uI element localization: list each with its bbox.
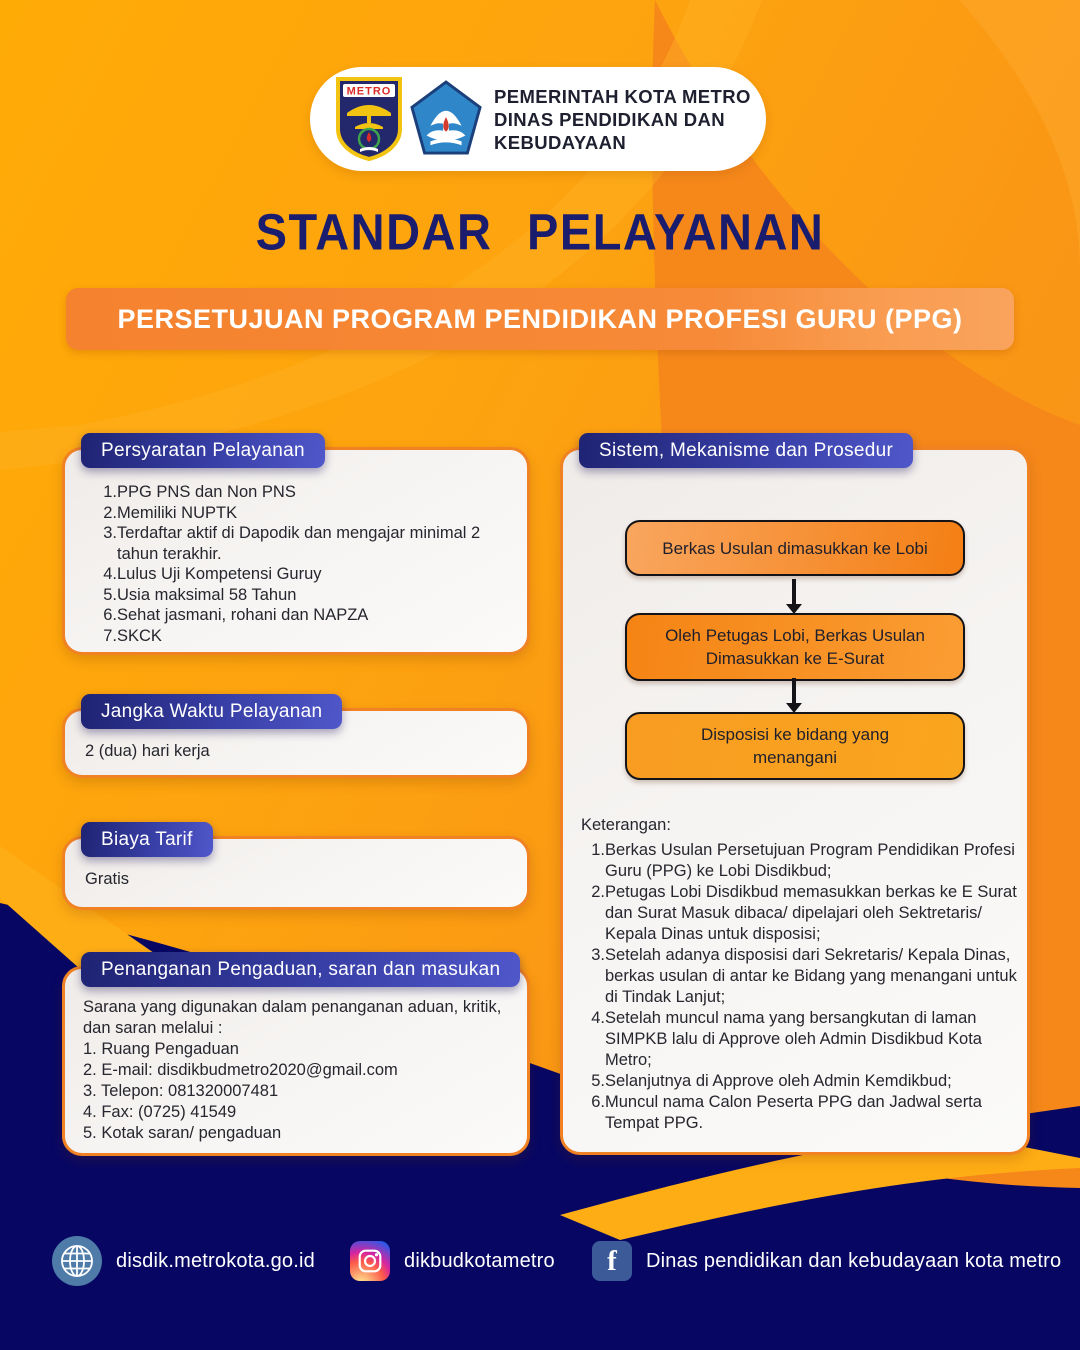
list-item: 2.Memiliki NUPTK xyxy=(103,503,238,522)
persyaratan-card xyxy=(62,440,530,655)
list-item: 5.Usia maksimal 58 Tahun xyxy=(103,585,297,604)
tutwuri-handayani-logo-icon xyxy=(410,79,482,159)
keterangan-list xyxy=(581,840,1017,1134)
jangka-waktu-card xyxy=(62,701,530,778)
pengaduan-intro: Sarana yang digunakan dalam penanganan aduan, kritik, dan saran melalui : xyxy=(83,998,502,1037)
persyaratan-heading: Persyaratan Pelayanan xyxy=(81,433,325,468)
header-card xyxy=(310,67,766,171)
arrow-down-icon xyxy=(792,678,796,704)
pengaduan-body xyxy=(65,969,527,1144)
website-url: disdik.metrokota.go.id xyxy=(116,1249,315,1272)
list-item: 4.Lulus Uji Kompetensi Guruy xyxy=(103,565,322,583)
service-name-banner: PERSETUJUAN PROGRAM PENDIDIKAN PROFESI GURU (PPG) xyxy=(66,288,1014,350)
list-item: 7.SKCK xyxy=(103,626,162,645)
pengaduan-card xyxy=(62,959,530,1156)
flow-step-2: Oleh Petugas Lobi, Berkas Usulan Dimasukkan ke E-Surat xyxy=(625,613,965,681)
prosedur-heading: Sistem, Mekanisme dan Prosedur xyxy=(579,433,913,468)
metro-city-logo-icon xyxy=(336,77,402,161)
list-item: 3.Terdaftar aktif di Dapodik dan mengajar minimal 2 tahun terakhir. xyxy=(103,524,481,563)
persyaratan-list xyxy=(65,450,527,646)
globe-icon xyxy=(52,1236,102,1286)
list-item: 2.Petugas Lobi Disdikbud memasukkan berkas ke E Surat dan Surat Masuk dibaca/ dipelajari oleh Sektretaris/ Kepala Dinas untuk disposisi; xyxy=(591,883,1017,943)
list-item: 3. Telepon: 081320007481 xyxy=(83,1082,279,1100)
org-name-line3: KEBUDAYAAN xyxy=(494,131,627,153)
page-title: STANDAR PELAYANAN xyxy=(255,202,825,261)
list-item: 4.Setelah muncul nama yang bersangkutan di laman SIMPKB lalu di Approve oleh Admin Disdikbud Kota Metro; xyxy=(591,1009,982,1069)
arrow-down-icon xyxy=(792,579,796,605)
biaya-tarif-value: Gratis xyxy=(85,870,130,888)
jangka-waktu-value: 2 (dua) hari kerja xyxy=(85,742,210,760)
list-item: 5. Kotak saran/ pengaduan xyxy=(83,1124,282,1142)
keterangan-label: Keterangan: xyxy=(581,816,671,834)
jangka-waktu-heading: Jangka Waktu Pelayanan xyxy=(81,694,342,729)
flow-step-3: Disposisi ke bidang yang menangani xyxy=(625,712,965,780)
list-item: 1.Berkas Usulan Persetujuan Program Pendidikan Profesi Guru (PPG) ke Lobi Disdikbud; xyxy=(591,841,1015,880)
pengaduan-heading: Penanganan Pengaduan, saran dan masukan xyxy=(81,952,520,987)
list-item: 6.Sehat jasmani, rohani dan NAPZA xyxy=(103,606,369,624)
footer-facebook xyxy=(592,1241,1061,1281)
biaya-tarif-card xyxy=(62,829,530,910)
facebook-page-name: Dinas pendidikan dan kebudayaan kota metro xyxy=(646,1249,1062,1272)
list-item: 6.Muncul nama Calon Peserta PPG dan Jadwal serta Tempat PPG. xyxy=(591,1093,982,1132)
instagram-handle: dikbudkotametro xyxy=(404,1249,555,1272)
instagram-icon xyxy=(350,1241,390,1281)
list-item: 2. E-mail: disdikbudmetro2020@gmail.com xyxy=(83,1061,398,1079)
flow-step-1: Berkas Usulan dimasukkan ke Lobi xyxy=(625,520,965,576)
list-item: 1. Ruang Pengaduan xyxy=(83,1040,239,1058)
org-name-line1: PEMERINTAH KOTA METRO xyxy=(494,85,751,107)
prosedur-card xyxy=(560,440,1030,1155)
list-item: 3.Setelah adanya disposisi dari Sekretaris/ Kepala Dinas, berkas usulan di antar ke Bidang yang menangani untuk di Tindak Lanjut; xyxy=(591,946,1017,1006)
facebook-icon: f xyxy=(592,1241,632,1281)
biaya-tarif-heading: Biaya Tarif xyxy=(81,822,213,857)
footer-website xyxy=(52,1236,315,1286)
list-item: 5.Selanjutnya di Approve oleh Admin Kemdikbud; xyxy=(591,1072,952,1090)
org-name xyxy=(494,85,751,154)
metro-logo-text: METRO xyxy=(346,85,392,98)
org-name-line2: DINAS PENDIDIKAN DAN xyxy=(494,108,726,130)
list-item: 4. Fax: (0725) 41549 xyxy=(83,1103,237,1121)
list-item: 1.PPG PNS dan Non PNS xyxy=(103,483,296,501)
footer-instagram xyxy=(350,1241,555,1281)
